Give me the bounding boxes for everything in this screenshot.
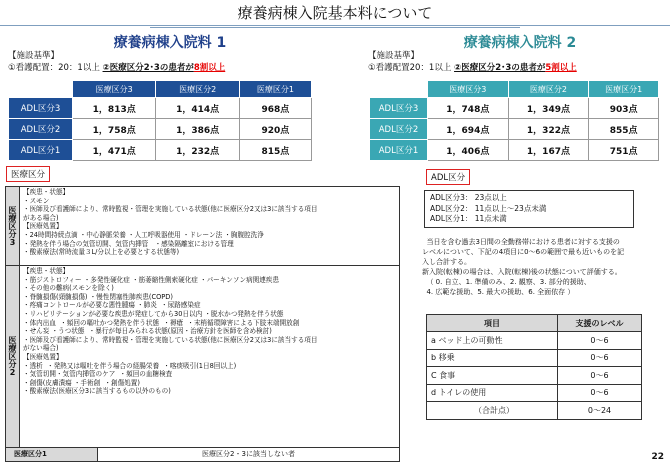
basis-label: 【施設基準】 bbox=[368, 51, 420, 61]
total-level: 0～24 bbox=[558, 402, 642, 420]
class3-label: 医療区分3 bbox=[6, 187, 20, 265]
page-number: 22 bbox=[651, 452, 664, 462]
fee-cell: 920点 bbox=[239, 119, 311, 140]
nurse-staffing: ①看護配置：20：1以上 bbox=[8, 63, 103, 73]
class3-description: 【疾患・状態】 ・スモン ・医師及び看護師により、常時監視・管理を実施している状態(他に医療区分2又は3に該当する項目 がある場合) 【医療処置】 ・24時間持続点滴 ・中心静脈栄養 ・人工呼吸器使用 ・ドレーン法 ・胸腹腔洗浄 ・発熱を伴う場合の気管切開、気管内挿管 ・感染隔離室における管理 ・酸素療法(常時流量３L/分以上を必要とする状態等) bbox=[23, 188, 318, 257]
fee-cell: 751点 bbox=[589, 140, 659, 161]
class2-label: 医療区分2 bbox=[6, 266, 20, 447]
row-header: ADL区分3 bbox=[370, 98, 428, 119]
adl-level-1: ADL区分1： 11点未満 bbox=[430, 214, 507, 223]
fee-cell: 1，694点 bbox=[428, 119, 509, 140]
class1-row bbox=[6, 448, 399, 461]
adl-class-tag: ADL区分 bbox=[426, 169, 470, 185]
row-header: ADL区分3 bbox=[9, 98, 73, 119]
adl-level-2: ADL区分2： 11点以上～23点未満 bbox=[430, 203, 547, 213]
support-level: 0～6 bbox=[558, 367, 642, 385]
medical-class-table bbox=[5, 186, 400, 462]
fee-cell: 903点 bbox=[589, 98, 659, 119]
fee-cell: 1，471点 bbox=[73, 140, 156, 161]
total-row bbox=[427, 402, 642, 420]
support-level-table bbox=[426, 314, 642, 420]
ratio-requirement: 8割以上 bbox=[193, 63, 226, 73]
column-header: 医療区分2 bbox=[156, 81, 239, 98]
class1-label: 医療区分1 bbox=[6, 448, 98, 461]
row-header: ADL区分1 bbox=[370, 140, 428, 161]
adl-evaluation-note: 当日を含む過去3日間の全勤務帯における患者に対する支援の レベルについて、下記の4項目に0～6の範囲で最も近いものを記 入し合計する。 新入院(転棟)の場合は、入院(転棟)後の状態について評価する。 （ 0. 自立、1. 準備のみ、2. 観察、3. 部分的援助、 4. 広範な援助、5. 最大の援助、6. 全面依存 ） bbox=[422, 238, 625, 296]
fee-cell: 815点 bbox=[239, 140, 311, 161]
fee-cell: 1，322点 bbox=[508, 119, 589, 140]
support-item: a ベッド上の可動性 bbox=[427, 332, 558, 350]
fee-cell: 1，167点 bbox=[508, 140, 589, 161]
table-row bbox=[9, 98, 312, 119]
facility-standard-left bbox=[8, 50, 225, 74]
class1-description: 医療区分2・3に該当しない者 bbox=[202, 450, 295, 458]
table-row bbox=[427, 332, 642, 350]
support-item: C 食事 bbox=[427, 367, 558, 385]
row-header: ADL区分2 bbox=[370, 119, 428, 140]
basis-label: 【施設基準】 bbox=[8, 51, 60, 61]
adl-levels-box bbox=[424, 190, 634, 228]
fee-cell: 1，758点 bbox=[73, 119, 156, 140]
row-header: ADL区分1 bbox=[9, 140, 73, 161]
class3-row bbox=[6, 187, 399, 266]
facility-standard-right bbox=[368, 50, 577, 74]
table-row bbox=[427, 384, 642, 402]
adl-level-3: ADL区分3： 23点以上 bbox=[430, 193, 507, 202]
column-header: 項目 bbox=[427, 315, 558, 332]
column-header: 医療区分3 bbox=[428, 81, 509, 98]
table-row bbox=[370, 119, 659, 140]
column-header: 支援のレベル bbox=[558, 315, 642, 332]
fee-cell: 1，349点 bbox=[508, 98, 589, 119]
fee-cell: 1，414点 bbox=[156, 98, 239, 119]
medical-class-tag: 医療区分 bbox=[6, 166, 50, 182]
nurse-staffing: ①看護配置20：1以上 bbox=[368, 63, 455, 73]
table-row bbox=[370, 98, 659, 119]
table-row bbox=[9, 140, 312, 161]
table-row bbox=[370, 140, 659, 161]
table-row bbox=[9, 119, 312, 140]
fee-cell: 1，748点 bbox=[428, 98, 509, 119]
page-title: 療養病棟入院基本料について bbox=[0, 0, 670, 26]
support-level: 0～6 bbox=[558, 384, 642, 402]
ratio-requirement: 5割以上 bbox=[545, 63, 577, 73]
support-level: 0～6 bbox=[558, 349, 642, 367]
fee-table-1 bbox=[8, 80, 312, 161]
class2-row bbox=[6, 266, 399, 448]
fee-table-2 bbox=[369, 80, 659, 161]
ward-fee-2-heading: 療養病棟入院料 2 bbox=[463, 35, 577, 51]
fee-cell: 968点 bbox=[239, 98, 311, 119]
fee-cell: 1，386点 bbox=[156, 119, 239, 140]
fee-cell: 1，406点 bbox=[428, 140, 509, 161]
ward-fee-1-heading: 療養病棟入院料 1 bbox=[113, 35, 227, 51]
fee-cell: 1，232点 bbox=[156, 140, 239, 161]
fee-cell: 855点 bbox=[589, 119, 659, 140]
table-row bbox=[427, 349, 642, 367]
total-label: （合計点） bbox=[427, 402, 558, 420]
column-header: 医療区分1 bbox=[239, 81, 311, 98]
column-header: 医療区分1 bbox=[589, 81, 659, 98]
class2-description: 【疾患・状態】 ・筋ジストロフィー ・多発性硬化症 ・筋萎縮性側索硬化症 ・パーキンソン病関連疾患 ・その他の難病(スモンを除く) ・脊髄損傷(頸髄損傷) ・慢性閉塞性肺疾患(COPD) ・疼痛コントロールが必要な悪性腫瘍 ・肺炎 ・尿路感染症 ・リハビリテーションが必要な疾患が発症してから30日以内 ・脱水かつ発熱を伴う状態 ・体内出血 ・頻回の嘔吐かつ発熱を伴う状態 ・褥瘡 ・末梢循環障害による下肢末端開放創 ・せん妄 ・うつ状態 ・暴行が毎日みられる状態(原因・治療方針を医師を含め検討) ・医師及び看護師により、常時監視・管理を実施している状態(他に医療区分2又は3に該当する項目 がない場合) 【医療処置】 ・透析 ・発熱又は嘔吐を伴う場合の経腸栄養 ・喀痰吸引(1日8回以上) ・気管切開・気管内挿管のケア ・頻回の血糖検査 ・創傷(皮膚潰瘍 ・手術創 ・創傷処置) ・酸素療法(医療区分3に該当するもの以外のもの) bbox=[23, 267, 318, 396]
row-header: ADL区分2 bbox=[9, 119, 73, 140]
medical-class-condition: ②医療区分2･3の患者が bbox=[102, 63, 194, 73]
support-item: b 移乗 bbox=[427, 349, 558, 367]
support-level: 0～6 bbox=[558, 332, 642, 350]
fee-cell: 1，813点 bbox=[73, 98, 156, 119]
medical-class-condition: ②医療区分2･3の患者が bbox=[454, 63, 546, 73]
table-row bbox=[427, 367, 642, 385]
column-header: 医療区分3 bbox=[73, 81, 156, 98]
support-item: d トイレの使用 bbox=[427, 384, 558, 402]
column-header: 医療区分2 bbox=[508, 81, 589, 98]
